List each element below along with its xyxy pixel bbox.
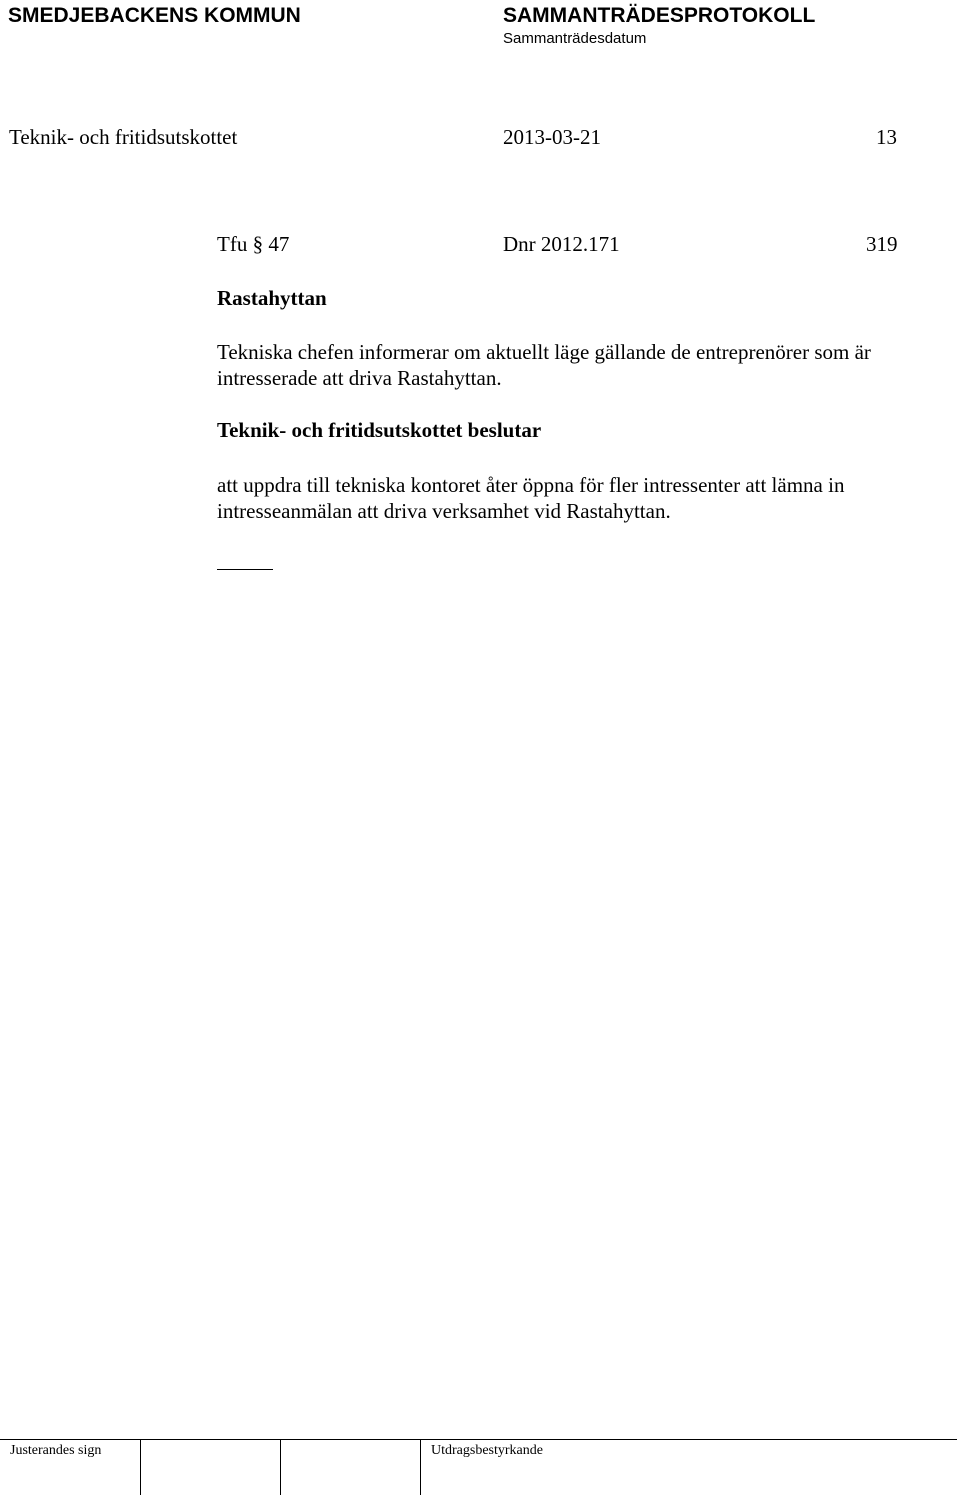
meeting-date-label: Sammanträdesdatum — [503, 30, 647, 47]
document-type: SAMMANTRÄDESPROTOKOLL — [503, 4, 816, 27]
decision-text: att uppdra till tekniska kontoret åter öppna för fler intressenter att lämna in intresseanmälan att driva verksamhet vid Rastahyttan. — [217, 473, 845, 523]
footer-divider — [280, 1440, 281, 1495]
signature-footer — [0, 1439, 957, 1495]
footer-divider — [140, 1440, 141, 1495]
section-end-rule — [217, 569, 273, 570]
section-paragraph: Tfu § 47 — [217, 232, 290, 256]
section-body: Tekniska chefen informerar om aktuellt läge gällande de entreprenörer som är intresserade att driva Rastahyttan. — [217, 340, 871, 390]
adjuster-sign-label: Justerandes sign — [10, 1443, 102, 1458]
organization-name: SMEDJEBACKENS KOMMUN — [8, 4, 301, 27]
decision-heading: Teknik- och fritidsutskottet beslutar — [217, 418, 542, 442]
section-title: Rastahyttan — [217, 286, 327, 310]
meeting-date: 2013-03-21 — [503, 125, 601, 149]
footer-divider — [420, 1440, 421, 1495]
section-number: 319 — [866, 232, 898, 256]
diary-number: Dnr 2012.171 — [503, 232, 620, 256]
extract-certification-label: Utdragsbestyrkande — [431, 1443, 543, 1458]
committee-name: Teknik- och fritidsutskottet — [9, 125, 238, 149]
page-number: 13 — [876, 125, 897, 149]
